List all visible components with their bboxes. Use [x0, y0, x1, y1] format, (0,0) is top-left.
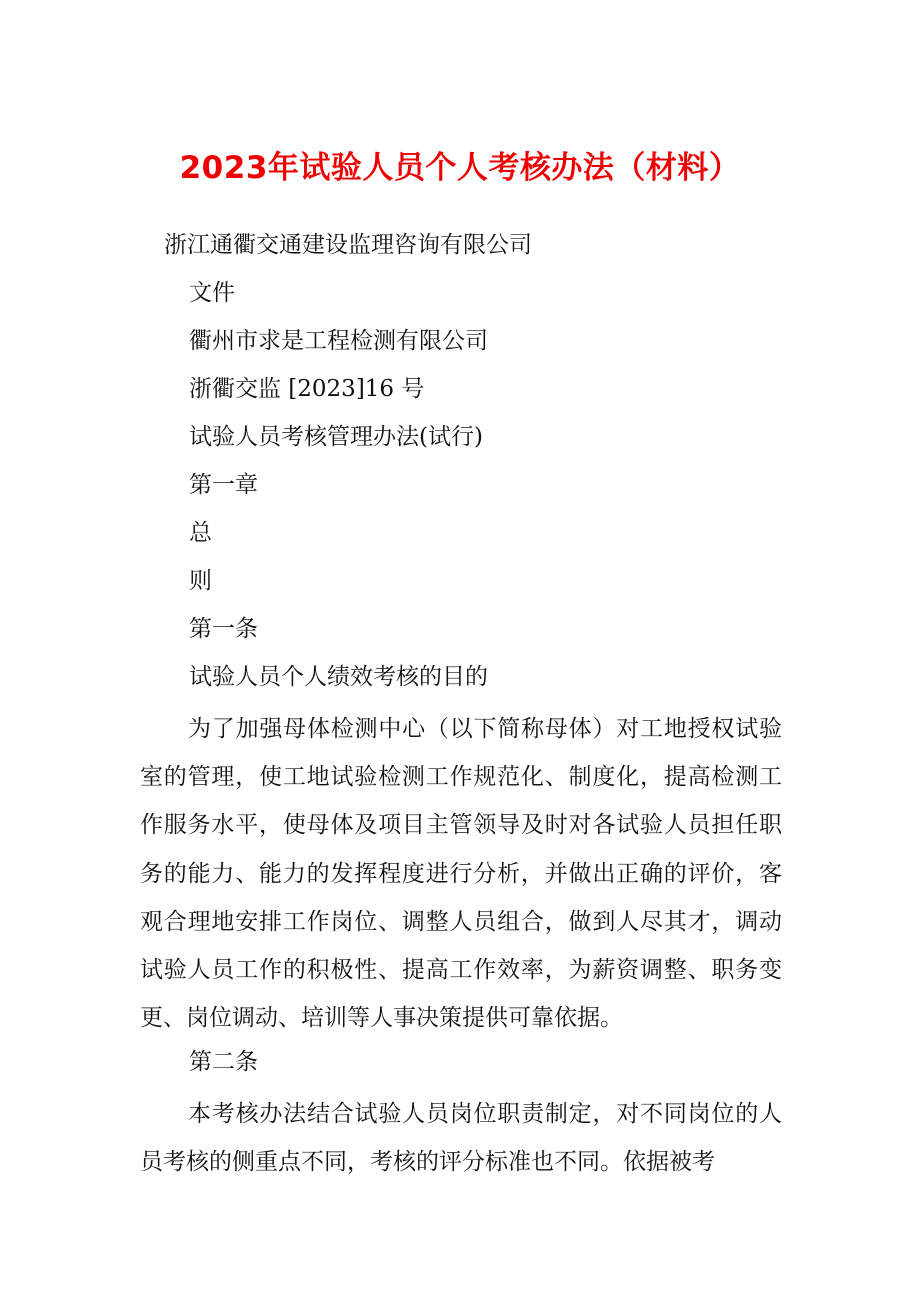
chapter-title-part-2: 则 [189, 568, 212, 594]
article-1-body: 为了加强母体检测中心（以下简称母体）对工地授权试验室的管理，使工地试验检测工作规范化、制度化，提高检测工作服务水平，使母体及项目主管领导及时对各试验人员担任职务的能力、能力的发挥程度进行分析，并做出正确的评价，客观合理地安排工作岗位、调整人员组合，做到人尽其才，调动试验人员工作的积极性、提高工作效率，为薪资调整、职务变更、岗位调动、培训等人事决策提供可靠依据。 [140, 716, 782, 1032]
regulation-title-line: 试验人员考核管理办法(试行) [189, 424, 483, 450]
article-2-body: 本考核办法结合试验人员岗位职责制定，对不同岗位的人员考核的侧重点不同，考核的评分标准也不同。依据被考 [140, 1101, 782, 1176]
document-label-line: 文件 [189, 280, 235, 306]
document-number-line: 浙衢交监 [2023]16 号 [189, 376, 425, 402]
co-issuer-company-line: 衢州市求是工程检测有限公司 [189, 328, 488, 354]
article-2-heading: 第二条 [189, 1049, 258, 1075]
chapter-heading: 第一章 [189, 472, 258, 498]
document-title: 2023年试验人员个人考核办法（材料） [179, 150, 741, 186]
article-1-heading: 第一条 [189, 616, 258, 642]
article-1-subject: 试验人员个人绩效考核的目的 [189, 664, 488, 690]
issuer-company-line: 浙江通衢交通建设监理咨询有限公司 [164, 232, 532, 258]
chapter-title-part-1: 总 [189, 520, 212, 546]
